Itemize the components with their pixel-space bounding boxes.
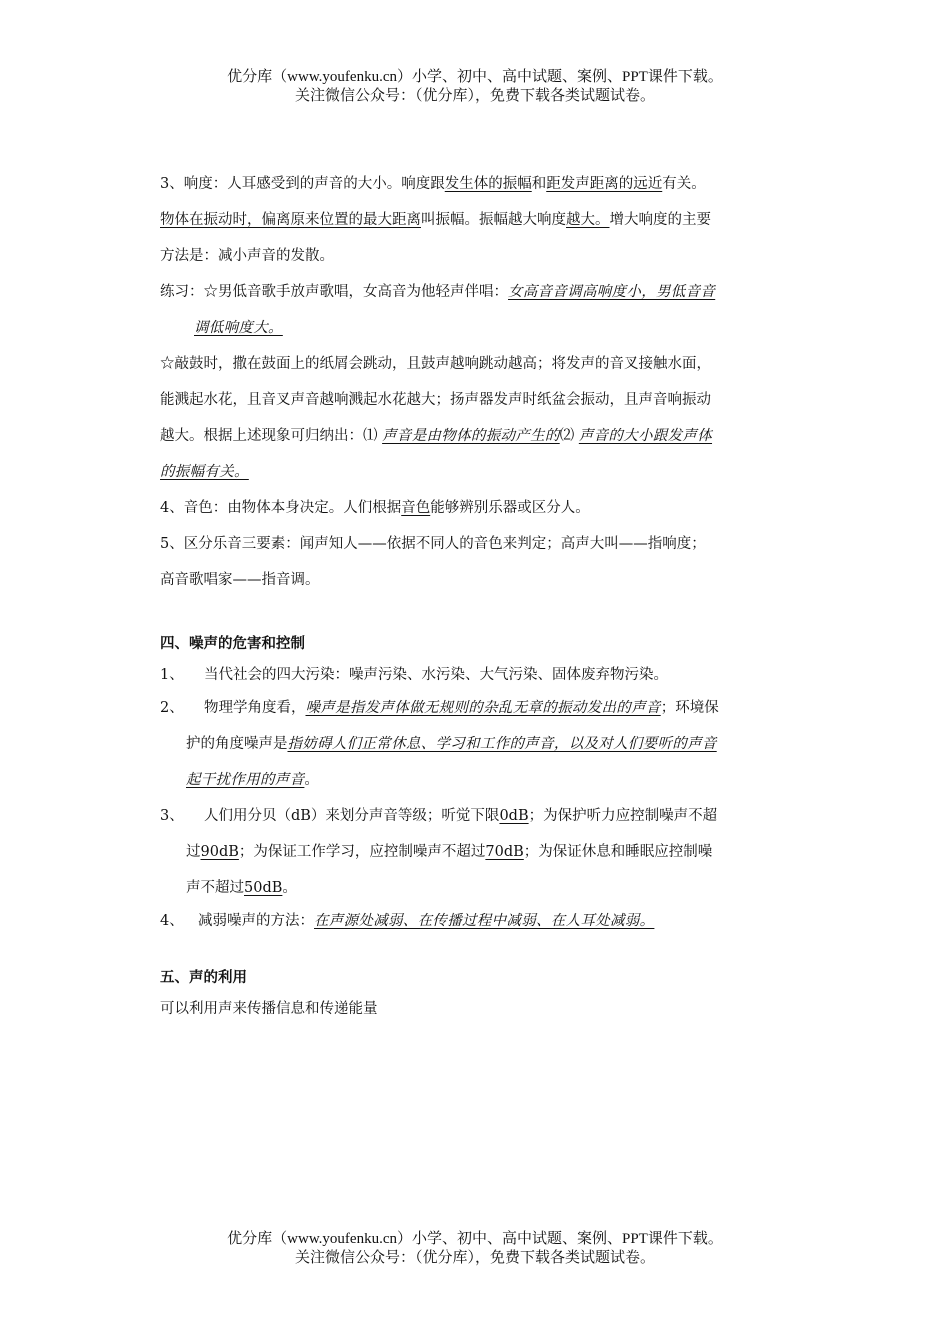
timbre-line-1 bbox=[160, 490, 800, 526]
exercise-2-line-3 bbox=[160, 418, 800, 454]
exercise-2-line-2: 能溅起水花，且音叉声音越响溅起水花越大；扬声器发声时纸盆会振动，且声音响振动 bbox=[160, 392, 711, 408]
text: 练习：☆男低音歌手放声歌唱，女高音为他轻声伴唱： bbox=[160, 284, 508, 300]
exercise-2-line-1: ☆敲鼓时，撒在鼓面上的纸屑会跳动，且鼓声越响跳动越高；将发声的音叉接触水面， bbox=[160, 356, 711, 372]
text: ；为保证休息和睡眠应控制噪 bbox=[523, 844, 713, 860]
answer-exercise-1-cont: 调低响度大。 bbox=[194, 320, 283, 336]
text: ；环境保 bbox=[660, 700, 719, 716]
text: 当代社会的四大污染：噪声污染、水污染、大气污染、固体废弃物污染。 bbox=[204, 667, 668, 683]
item-number: 2、 bbox=[160, 700, 184, 716]
answer-noise-reduction: 在声源处减弱、在传播过程中减弱、在人耳处减弱。 bbox=[314, 913, 655, 929]
loudness-line-3: 方法是：减小声音的发散。 bbox=[160, 248, 334, 264]
loudness-line-1 bbox=[160, 166, 800, 202]
text: 越大。根据上述现象可归纳出：⑴ bbox=[160, 428, 383, 444]
answer-conclusion-2-cont: 的振幅有关。 bbox=[160, 464, 249, 480]
text: 物理学角度看， bbox=[204, 700, 306, 716]
exercise-1-line-2 bbox=[160, 310, 800, 346]
exercise-1-line-1 bbox=[160, 274, 800, 310]
noise-item-3-line-2 bbox=[160, 834, 800, 870]
answer-70db: 70dB bbox=[485, 844, 524, 860]
answer-amplitude-def: 物体在振动时，偏离原来位置的最大距离 bbox=[160, 212, 421, 228]
document-body bbox=[160, 166, 800, 1024]
noise-item-3-line-3 bbox=[160, 870, 800, 906]
elements-line-1: 5、区分乐音三要素：闻声知人——依据不同人的音色来判定；高声大叫——指响度； bbox=[160, 536, 706, 552]
text: 能够辨别乐器或区分人。 bbox=[430, 500, 590, 516]
page-header bbox=[0, 68, 950, 106]
text: 声不超过 bbox=[186, 880, 244, 896]
text: ⑵ bbox=[559, 428, 579, 444]
noise-item-2-line-2 bbox=[160, 726, 800, 762]
item-number: 3、 bbox=[160, 808, 184, 824]
answer-noise-environment-cont: 起干扰作用的声音 bbox=[186, 772, 305, 788]
answer-timbre: 音色 bbox=[401, 500, 431, 516]
answer-90db: 90dB bbox=[200, 844, 239, 860]
section-heading-use: 五、声的利用 bbox=[160, 970, 247, 986]
noise-item-1 bbox=[160, 660, 800, 690]
answer-exercise-1: 女高音音调高响度小，男低音音 bbox=[508, 284, 716, 300]
item-number: 4、 bbox=[160, 913, 184, 929]
text: ；为保护听力应控制噪声不超 bbox=[528, 808, 718, 824]
noise-item-3-line-1 bbox=[160, 798, 800, 834]
loudness-line-2 bbox=[160, 202, 800, 238]
answer-noise-environment: 指妨碍人们正常休息、学习和工作的声音，以及对人们要听的声音 bbox=[287, 736, 717, 752]
footer-line-2: 关注微信公众号：（优分库），免费下载各类试题试卷。 bbox=[294, 1250, 655, 1266]
text: 4、音色：由物体本身决定。人们根据 bbox=[160, 500, 402, 516]
answer-conclusion-2: 声音的大小跟发声体 bbox=[578, 428, 713, 444]
answer-0db: 0dB bbox=[499, 808, 529, 824]
elements-line-2: 高音歌唱家——指音调。 bbox=[160, 572, 320, 588]
text: 叫振幅。振幅越大响度 bbox=[421, 212, 566, 228]
text: 减弱噪声的方法： bbox=[198, 913, 314, 929]
text: 过 bbox=[186, 844, 201, 860]
text: 和 bbox=[531, 176, 547, 192]
text: 护的角度噪声是 bbox=[186, 736, 288, 752]
page-footer bbox=[0, 1230, 950, 1268]
text: 。 bbox=[304, 772, 319, 788]
noise-item-4 bbox=[160, 906, 800, 936]
answer-conclusion-1: 声音是由物体的振动产生的 bbox=[382, 428, 560, 444]
text: 增大响度的主要 bbox=[609, 212, 711, 228]
answer-50db: 50dB bbox=[244, 880, 283, 896]
item-number: 1、 bbox=[160, 667, 184, 683]
header-line-1: 优分库（www.youfenku.cn）小学、初中、高中试题、案例、PPT课件下载。 bbox=[227, 69, 723, 85]
footer-line-1: 优分库（www.youfenku.cn）小学、初中、高中试题、案例、PPT课件下载。 bbox=[227, 1231, 723, 1247]
answer-noise-physics: 噪声是指发声体做无规则的杂乱无章的振动发出的声音 bbox=[305, 700, 661, 716]
header-line-2: 关注微信公众号：（优分库），免费下载各类试题试卷。 bbox=[294, 88, 655, 104]
text: 人们用分贝（dB）来划分声音等级；听觉下限 bbox=[204, 808, 500, 824]
answer-amplitude: 发生体的振幅 bbox=[444, 176, 532, 192]
section-heading-noise: 四、噪声的危害和控制 bbox=[160, 636, 305, 652]
answer-larger: 越大。 bbox=[566, 212, 610, 228]
noise-item-2-line-3 bbox=[160, 762, 800, 798]
text: 。 bbox=[282, 880, 297, 896]
noise-item-2-line-1 bbox=[160, 690, 800, 726]
exercise-2-line-4 bbox=[160, 454, 800, 490]
answer-distance: 距发声距离的远近 bbox=[546, 176, 663, 192]
use-text: 可以利用声来传播信息和传递能量 bbox=[160, 1001, 378, 1017]
text: ；为保证工作学习，应控制噪声不超过 bbox=[238, 844, 486, 860]
text: 有关。 bbox=[662, 176, 706, 192]
text: 3、响度：人耳感受到的声音的大小。响度跟 bbox=[160, 176, 445, 192]
